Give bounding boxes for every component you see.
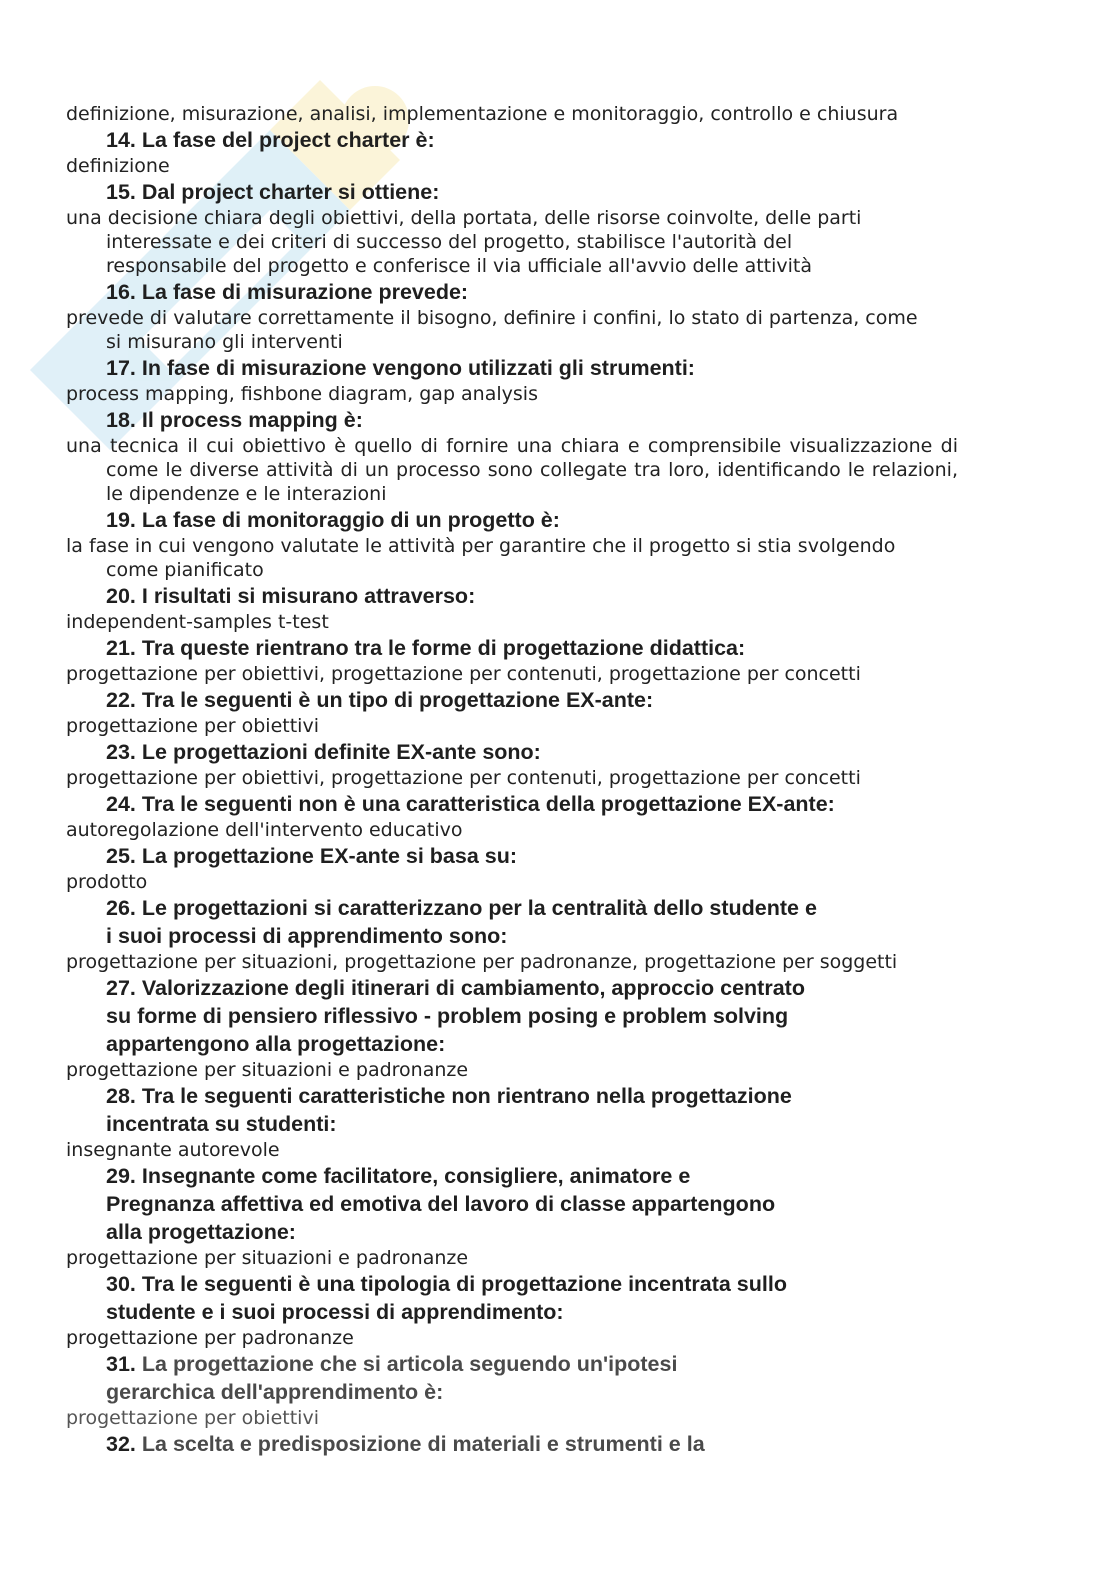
question: [66, 582, 966, 610]
question: [66, 354, 966, 382]
answer: independent-samples t-test: [66, 611, 329, 633]
previous-answer: definizione, misurazione, analisi, implementazione e monitoraggio, controllo e chiusura: [66, 103, 899, 125]
question: [66, 790, 966, 818]
qa-item: [66, 1430, 966, 1458]
question-number: 14.: [106, 128, 136, 152]
question-number: 20.: [106, 584, 136, 608]
qa-item: [66, 354, 966, 406]
question: [66, 894, 966, 950]
question: [66, 506, 966, 534]
question-number: 23.: [106, 740, 136, 764]
question-number: 27.: [106, 976, 136, 1000]
question: [66, 634, 966, 662]
qa-item: [66, 178, 966, 278]
document-page: [66, 102, 966, 1458]
question-text: La fase del project charter è:: [141, 128, 435, 152]
question: [66, 974, 966, 1058]
question-number: 25.: [106, 844, 136, 868]
answer: progettazione per obiettivi: [66, 1407, 319, 1429]
question-text: La scelta e predisposizione di materiali e strumenti e la: [141, 1432, 705, 1456]
question-number: 19.: [106, 508, 136, 532]
question-number: 31.: [106, 1352, 136, 1376]
answer: progettazione per situazioni e padronanze: [66, 1059, 469, 1081]
answer: prodotto: [66, 871, 148, 893]
question-text: Tra queste rientrano tra le forme di progettazione didattica:: [141, 636, 746, 660]
qa-item: [66, 738, 966, 790]
question: [66, 842, 966, 870]
question-number: 28.: [106, 1084, 136, 1108]
question-text: La fase di monitoraggio di un progetto è:: [141, 508, 560, 532]
question-number: 30.: [106, 1272, 136, 1296]
question-text: Le progettazioni si caratterizzano per la centralità dello studente e i suoi processi di apprendimento sono:: [106, 896, 817, 948]
question: [66, 406, 966, 434]
question-text: I risultati si misurano attraverso:: [141, 584, 476, 608]
question: [66, 686, 966, 714]
question-text: Insegnante come facilitatore, consigliere, animatore e Pregnanza affettiva ed emotiva del lavoro di classe appartengono alla progettazione:: [106, 1164, 776, 1244]
question: [66, 178, 966, 206]
answer: definizione: [66, 155, 170, 177]
answer: progettazione per padronanze: [66, 1327, 354, 1349]
qa-item: [66, 582, 966, 634]
question-number: 22.: [106, 688, 136, 712]
question: [66, 1350, 966, 1406]
question-text: Valorizzazione degli itinerari di cambiamento, approccio centrato su forme di pensiero riflessivo - problem posing e problem solving appartengono alla progettazione:: [106, 976, 805, 1056]
answer: progettazione per obiettivi: [66, 715, 319, 737]
qa-item: [66, 406, 966, 506]
qa-item: [66, 634, 966, 686]
question-text: La progettazione che si articola seguendo un'ipotesi gerarchica dell'apprendimento è:: [106, 1352, 678, 1404]
question: [66, 278, 966, 306]
question-text: Tra le seguenti è un tipo di progettazione EX-ante:: [141, 688, 654, 712]
question-number: 16.: [106, 280, 136, 304]
question-text: Il process mapping è:: [141, 408, 363, 432]
question-number: 17.: [106, 356, 136, 380]
question: [66, 1430, 966, 1458]
question-number: 32.: [106, 1432, 136, 1456]
answer: la fase in cui vengono valutate le attività per garantire che il progetto si stia svolgendo come pianificato: [66, 535, 896, 581]
question: [66, 1162, 966, 1246]
qa-item: [66, 790, 966, 842]
qa-item: [66, 974, 966, 1082]
question-number: 29.: [106, 1164, 136, 1188]
question-number: 24.: [106, 792, 136, 816]
answer: progettazione per obiettivi, progettazione per contenuti, progettazione per concetti: [66, 767, 861, 789]
question-number: 21.: [106, 636, 136, 660]
answer: progettazione per situazioni, progettazione per padronanze, progettazione per soggetti: [66, 951, 898, 973]
qa-item: [66, 1350, 966, 1430]
qa-item: [66, 506, 966, 582]
question: [66, 1270, 966, 1326]
question-text: Dal project charter si ottiene:: [141, 180, 440, 204]
qa-item: [66, 1270, 966, 1350]
qa-item: [66, 842, 966, 894]
qa-item: [66, 126, 966, 178]
question-text: Tra le seguenti non è una caratteristica della progettazione EX-ante:: [141, 792, 835, 816]
answer: progettazione per obiettivi, progettazione per contenuti, progettazione per concetti: [66, 663, 861, 685]
answer: autoregolazione dell'intervento educativo: [66, 819, 463, 841]
answer: una decisione chiara degli obiettivi, della portata, delle risorse coinvolte, delle parti interessate e dei criteri di successo del progetto, stabilisce l'autorità del responsabile del progetto e conferisce il via ufficiale all'avvio delle attività: [66, 207, 862, 277]
question-text: La progettazione EX-ante si basa su:: [141, 844, 518, 868]
answer: insegnante autorevole: [66, 1139, 280, 1161]
question-text: Tra le seguenti caratteristiche non rientrano nella progettazione incentrata su studenti:: [106, 1084, 792, 1136]
question: [66, 738, 966, 766]
qa-item: [66, 1082, 966, 1162]
qa-item: [66, 1162, 966, 1270]
question-number: 15.: [106, 180, 136, 204]
answer: prevede di valutare correttamente il bisogno, definire i confini, lo stato di partenza, come si misurano gli interventi: [66, 307, 918, 353]
question-text: La fase di misurazione prevede:: [141, 280, 469, 304]
answer: process mapping, fishbone diagram, gap analysis: [66, 383, 538, 405]
question-text: In fase di misurazione vengono utilizzati gli strumenti:: [141, 356, 695, 380]
question: [66, 126, 966, 154]
question-text: Le progettazioni definite EX-ante sono:: [141, 740, 541, 764]
qa-item: [66, 894, 966, 974]
question-number: 26.: [106, 896, 136, 920]
question-text: Tra le seguenti è una tipologia di progettazione incentrata sullo studente e i suoi processi di apprendimento:: [106, 1272, 787, 1324]
qa-item: [66, 278, 966, 354]
answer: progettazione per situazioni e padronanze: [66, 1247, 469, 1269]
question-number: 18.: [106, 408, 136, 432]
qa-item: [66, 686, 966, 738]
question: [66, 1082, 966, 1138]
answer: una tecnica il cui obiettivo è quello di fornire una chiara e comprensibile visualizzazione di come le diverse attività di un processo sono collegate tra loro, identificando le relazioni, le dipendenze e le interazioni: [66, 435, 958, 505]
